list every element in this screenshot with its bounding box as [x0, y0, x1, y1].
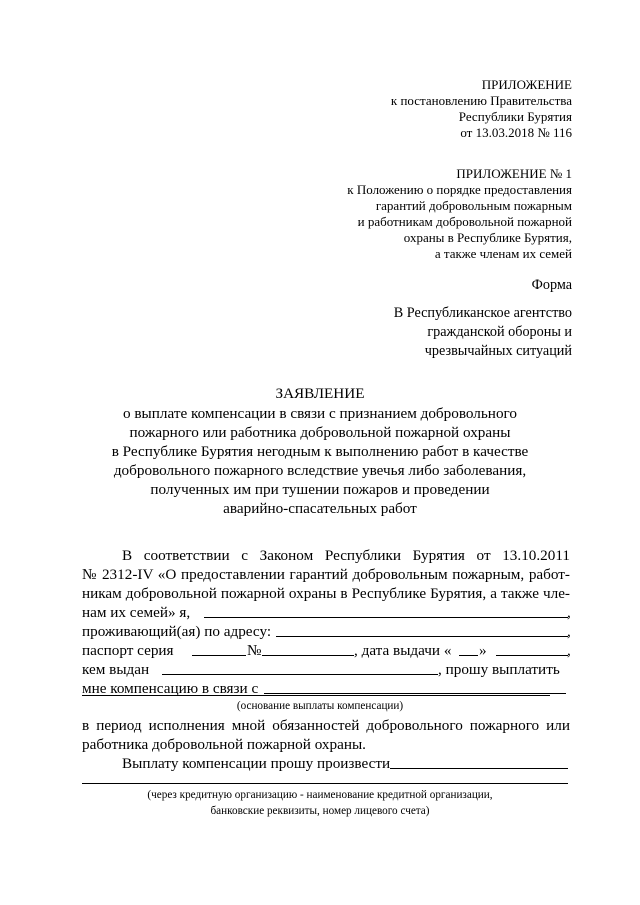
- appendix-1-line-1: к Положению о порядке предоставления: [347, 182, 572, 197]
- passport-series-label: паспорт серия: [82, 642, 174, 659]
- document-title: ЗАЯВЛЕНИЕ: [275, 385, 365, 402]
- passport-series-field[interactable]: [192, 655, 246, 656]
- payment-label: Выплату компенсации прошу произвести: [122, 755, 391, 772]
- address-field[interactable]: [276, 636, 568, 637]
- bank-caption-line-2: банковские реквизиты, номер лицевого счета): [210, 805, 430, 817]
- appendix-1-line-3: и работникам добровольной пожарной: [357, 214, 572, 229]
- appendix-1-line-5: а также членам их семей: [434, 246, 572, 261]
- compensation-reason-field[interactable]: [264, 693, 566, 694]
- heading-line-2: пожарного или работника добровольной пожарной охраны: [129, 424, 511, 441]
- bank-details-field[interactable]: [82, 783, 568, 784]
- basis-field[interactable]: [82, 695, 550, 696]
- heading-line-3: в Республике Бурятия негодным к выполнению работ в качестве: [111, 443, 529, 460]
- passport-number-label: №: [247, 642, 262, 659]
- period-line-1: в период исполнения мной обязанностей добровольного пожарного или: [82, 717, 570, 734]
- appendix-1-line-2: гарантий добровольным пожарным: [375, 198, 572, 213]
- issued-by-field[interactable]: [162, 674, 438, 675]
- issue-month-field[interactable]: [496, 655, 536, 656]
- passport-number-field[interactable]: [262, 655, 354, 656]
- addressee-line-3: чрезвычайных ситуаций: [424, 343, 572, 359]
- appendix-decree-line: к постановлению Правительства: [390, 93, 572, 108]
- comma: ,: [567, 642, 571, 659]
- issue-day-field[interactable]: [459, 655, 478, 656]
- basis-caption: (основание выплаты компенсации): [236, 700, 404, 712]
- request-pay-text: , прошу выплатить: [438, 661, 560, 678]
- appendix-title: ПРИЛОЖЕНИЕ: [481, 77, 572, 92]
- body-line-3: никам добровольной пожарной охраны в Республике Бурятия, а также чле-: [82, 585, 570, 602]
- payment-method-field[interactable]: [390, 768, 568, 769]
- heading-line-4: добровольного пожарного вследствие увечья либо заболевания,: [113, 462, 527, 479]
- applicant-name-label: нам их семей» я,: [82, 604, 191, 621]
- heading-line-1: о выплате компенсации в связи с признанием добровольного: [123, 405, 517, 422]
- applicant-name-field[interactable]: [204, 617, 568, 618]
- body-line-2: № 2312-IV «О предоставлении гарантий добровольным пожарным, работ-: [82, 566, 570, 583]
- bank-caption-line-1: (через кредитную организацию - наименование кредитной организации,: [147, 789, 493, 801]
- comma: ,: [567, 604, 571, 621]
- address-label: проживающий(ая) по адресу:: [82, 623, 272, 640]
- issue-date-label: , дата выдачи «: [354, 642, 452, 659]
- appendix-date-number: от 13.03.2018 № 116: [460, 125, 572, 140]
- addressee-line-2: гражданской обороны и: [427, 324, 572, 340]
- form-label: Форма: [531, 277, 572, 293]
- appendix-republic-line: Республики Бурятия: [458, 109, 572, 124]
- compensation-label: мне компенсацию в связи с: [82, 680, 259, 697]
- issued-by-label: кем выдан: [82, 661, 150, 678]
- heading-line-6: аварийно-спасательных работ: [223, 500, 417, 517]
- issue-year-field[interactable]: [536, 655, 568, 656]
- addressee-line-1: В Республиканское агентство: [393, 305, 572, 321]
- appendix-1-title: ПРИЛОЖЕНИЕ № 1: [456, 166, 572, 181]
- comma: ,: [567, 623, 571, 640]
- body-line-1: В соответствии с Законом Республики Бурятия от 13.10.2011: [122, 547, 570, 564]
- heading-line-5: полученных им при тушении пожаров и проведении: [150, 481, 490, 498]
- appendix-1-line-4: охраны в Республике Бурятия,: [403, 230, 572, 245]
- period-line-2: работника добровольной пожарной охраны.: [82, 736, 366, 753]
- issue-date-quote: »: [479, 642, 487, 659]
